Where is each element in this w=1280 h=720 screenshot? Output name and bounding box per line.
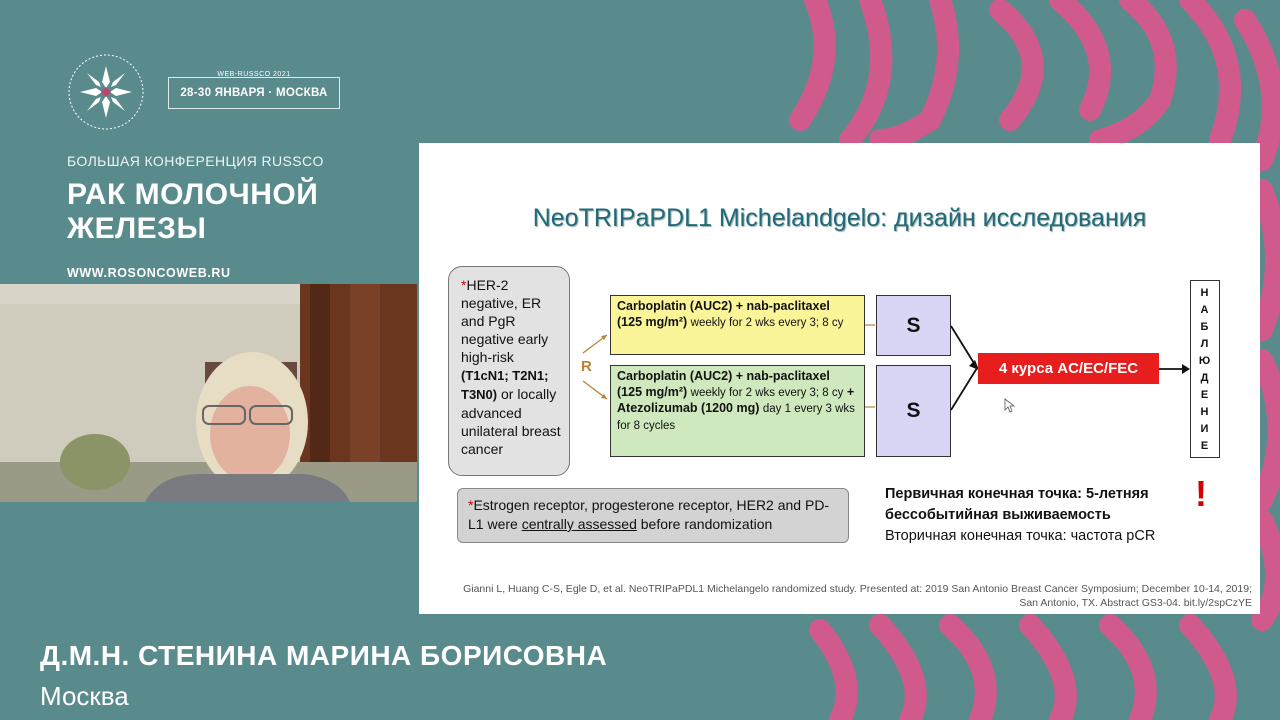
event-date: 28-30 ЯНВАРЯ · МОСКВА [180,87,328,99]
slide-citation: Gianni L, Huang C-S, Egle D, et al. NeoTRIPaPDL1 Michelangelo randomized study. Presented at: 2019 San Antonio Breast Cancer Symposium; December 10-14, 2019; San Antonio, TX. Abstract GS3-04. bit.ly/2spCzYE [463,583,1252,609]
inclusion-criteria-box: *HER-2 negative, ER and PgR negative early high-risk (T1cN1; T2N1; T3N0) or locally advanced unilateral breast cancer [448,266,570,476]
website-link[interactable]: WWW.ROSONCOWEB.RU [67,266,231,280]
treatment-arm-1: Carboplatin (AUC2) + nab-paclitaxel (125 mg/m²) weekly for 2 wks every 3; 8 cy [610,295,865,355]
secondary-endpoint: Вторичная конечная точка: частота pCR [885,528,1156,544]
webcam-frame-image [0,284,417,502]
speaker-webcam-video [0,284,417,502]
conference-title: РАК МОЛОЧНОЙ ЖЕЛЕЗЫ [67,178,319,245]
assessment-note-box: *Estrogen receptor, progesterone receptor, HER2 and PD-L1 were centrally assessed before randomization [457,488,849,543]
surgery-box-2: S [876,365,951,457]
treatment-arm-2: Carboplatin (AUC2) + nab-paclitaxel (125 mg/m²) weekly for 2 wks every 3; 8 cy + Atezolizumab (1200 mg) day 1 every 3 wks for 8 cycles [610,365,865,457]
speaker-name: Д.М.Н. СТЕНИНА МАРИНА БОРИСОВНА [40,640,608,671]
slide-title: NeoTRIPaPDL1 Michelandgelo: дизайн исследования [532,204,1147,232]
russco-logo-icon [66,52,146,132]
to-observation-arrow [1159,359,1191,379]
speaker-city: Москва [40,681,129,711]
ac-ec-fec-box: 4 курса AC/EC/FEC [978,353,1159,384]
event-date-box [168,77,340,109]
merge-arrows [951,318,981,418]
conference-label: БОЛЬШАЯ КОНФЕРЕНЦИЯ RUSSCO [67,153,324,169]
randomization-label: R [581,358,592,375]
mouse-cursor-icon [1004,398,1016,414]
exclamation-icon: ! [1195,473,1207,514]
observation-box: Н А Б Л Ю Д Е Н И Е [1190,280,1220,458]
surgery-box-1: S [876,295,951,356]
event-name: WEB-RUSSCO 2021 [168,71,340,78]
primary-endpoint: Первичная конечная точка: 5-летняя бессобытийная выживаемость [885,486,1149,523]
presentation-slide [419,143,1260,614]
